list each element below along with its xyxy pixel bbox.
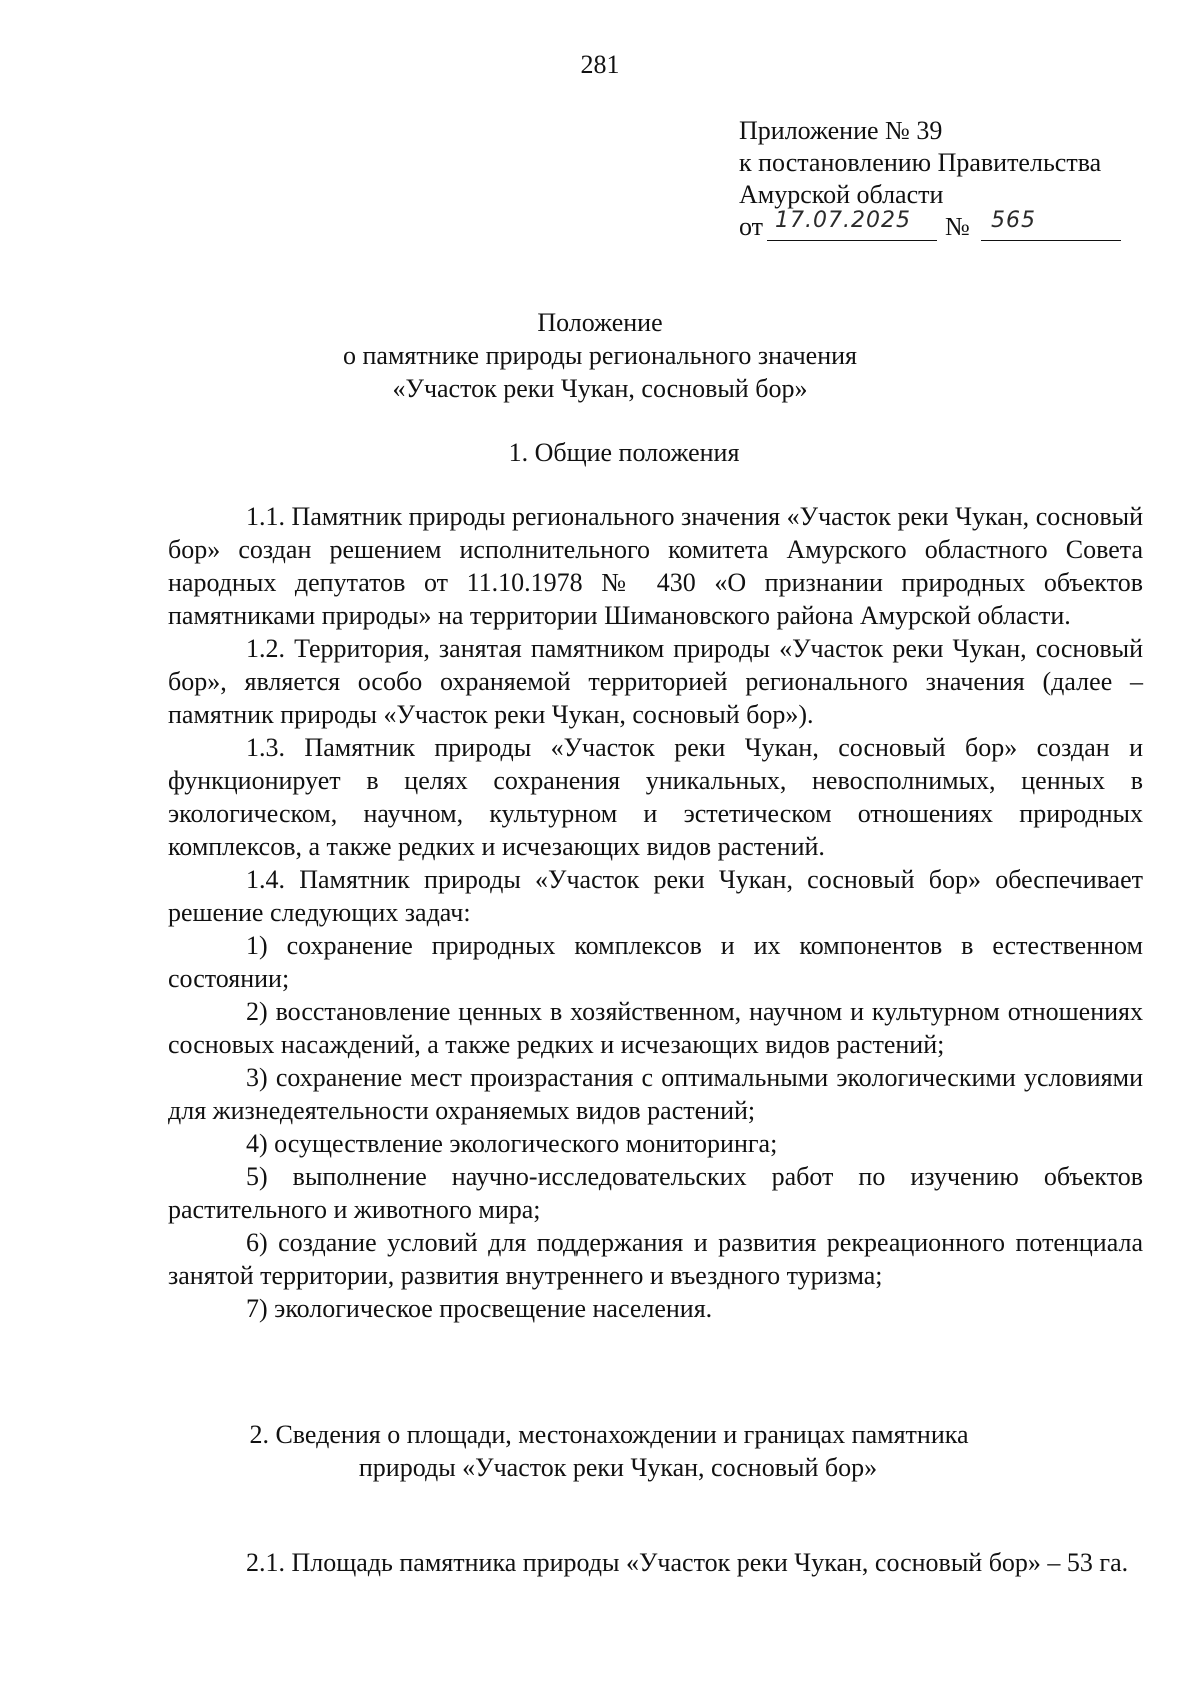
task-item-5: 5) выполнение научно-исследовательских работ по изучению объектов растительного и животного мира;	[168, 1162, 1143, 1224]
date-underline	[767, 240, 937, 241]
section-1-heading: 1. Общие положения	[508, 438, 740, 467]
task-item-2: 2) восстановление ценных в хозяйственном, научном и культурном отношениях сосновых насаждений, а также редких и исчезающих видов растений;	[168, 997, 1143, 1059]
task-item-6: 6) создание условий для поддержания и развития рекреационного потенциала занятой территории, развития внутреннего и въездного туризма;	[168, 1228, 1143, 1290]
paragraph-1-3: 1.3. Памятник природы «Участок реки Чукан, сосновый бор» создан и функционирует в целях сохранения уникальных, невосполнимых, ценных в экологическом, научном, культурном и эстетическом отношениях природных комплексов, а также редких и исчезающих видов растений.	[168, 733, 1143, 861]
section-2-body	[168, 1546, 1143, 1579]
appendix-number: Приложение № 39	[739, 116, 943, 145]
title-line-3: «Участок реки Чукан, сосновый бор»	[392, 374, 808, 403]
task-item-7: 7) экологическое просвещение населения.	[246, 1294, 713, 1323]
handwritten-date: 17.07.2025	[775, 208, 911, 233]
section-1-body	[168, 500, 1143, 1325]
paragraph-1-2: 1.2. Территория, занятая памятником природы «Участок реки Чукан, сосновый бор», является особо охраняемой территорией регионального значения (далее – памятник природы «Участок реки Чукан, сосновый бор»).	[168, 634, 1143, 729]
handwritten-number: 565	[991, 208, 1036, 233]
section-2-heading	[0, 1418, 1200, 1484]
appendix-date-number-row	[739, 208, 1159, 245]
section-2-heading-line-2: природы «Участок реки Чукан, сосновый бор»	[358, 1453, 878, 1482]
number-prefix: №	[945, 212, 970, 241]
section-2-heading-line-1: 2. Сведения о площади, местонахождении и границах памятника	[249, 1420, 969, 1449]
appendix-resolution: к постановлению Правительства	[739, 148, 1102, 177]
title-line-1: Положение	[537, 308, 663, 337]
paragraph-2-1: 2.1. Площадь памятника природы «Участок реки Чукан, сосновый бор» – 53 га.	[246, 1548, 1129, 1577]
paragraph-1-1: 1.1. Памятник природы регионального значения «Участок реки Чукан, сосновый бор» создан решением исполнительного комитета Амурского областного Совета народных депутатов от 11.10.1978 № 430 «О признании природных объектов памятниками природы» на территории Шимановского района Амурской области.	[168, 502, 1143, 630]
date-prefix: от	[739, 212, 764, 241]
task-item-1: 1) сохранение природных комплексов и их компонентов в естественном состоянии;	[168, 931, 1143, 993]
paragraph-1-4: 1.4. Памятник природы «Участок реки Чукан, сосновый бор» обеспечивает решение следующих задач:	[168, 865, 1143, 927]
appendix-region: Амурской области	[739, 180, 944, 209]
page-number: 281	[580, 50, 620, 79]
task-item-3: 3) сохранение мест произрастания с оптимальными экологическими условиями для жизнедеятельности охраняемых видов растений;	[168, 1063, 1143, 1125]
title-line-2: о памятнике природы регионального значения	[342, 341, 857, 370]
task-item-4: 4) осуществление экологического мониторинга;	[246, 1129, 778, 1158]
number-underline	[981, 240, 1121, 241]
appendix-block	[739, 115, 1159, 245]
document-title	[0, 306, 1200, 405]
